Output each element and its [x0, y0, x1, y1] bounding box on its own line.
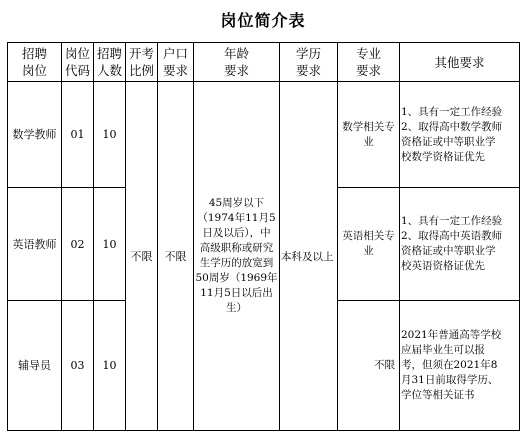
cell-code: 01	[62, 82, 94, 188]
cell-other: 1、具有一定工作经验 2、取得高中数学教师 资格证或中等职业学 校数学资格证优先	[400, 82, 520, 188]
cell-major: 英语相关专 业	[338, 188, 400, 301]
cell-post: 数学教师	[8, 82, 62, 188]
cell-count: 10	[94, 301, 126, 431]
cell-other: 1、具有一定工作经验 2、取得高中英语教师 资格证或中等职业学 校英语资格证优先	[400, 188, 520, 301]
page-title: 岗位简介表	[220, 11, 306, 30]
cell-ratio: 不限	[126, 82, 158, 431]
cell-hukou: 不限	[158, 82, 194, 431]
cell-post: 英语教师	[8, 188, 62, 301]
cell-count: 10	[94, 188, 126, 301]
cell-post: 辅导员	[8, 301, 62, 431]
job-table	[7, 42, 520, 431]
header-major: 专业 要求	[338, 43, 400, 82]
cell-count: 10	[94, 82, 126, 188]
header-ratio: 开考 比例	[126, 43, 158, 82]
cell-other: 2021年普通高等学校 应届毕业生可以报 考，但须在2021年8 月31日前取得学历、 学位等相关证书	[400, 301, 520, 431]
cell-age: 45周岁以下 （1974年11月5 日及以后），中 高级职称或研究 生学历的放宽到 50周岁（1969年 11月5日以后出 生）	[194, 82, 280, 431]
header-code: 岗位 代码	[62, 43, 94, 82]
header-count: 招聘 人数	[94, 43, 126, 82]
table-row	[8, 82, 520, 188]
cell-code: 03	[62, 301, 94, 431]
header-post: 招聘 岗位	[8, 43, 62, 82]
header-hukou: 户口 要求	[158, 43, 194, 82]
header-other: 其他要求	[400, 43, 520, 82]
header-age: 年龄 要求	[194, 43, 280, 82]
header-edu: 学历 要求	[280, 43, 338, 82]
header-row	[8, 43, 520, 82]
cell-major: 数学相关专 业	[338, 82, 400, 188]
cell-edu: 本科及以上	[280, 82, 338, 431]
cell-major: 不限	[338, 301, 400, 431]
cell-code: 02	[62, 188, 94, 301]
